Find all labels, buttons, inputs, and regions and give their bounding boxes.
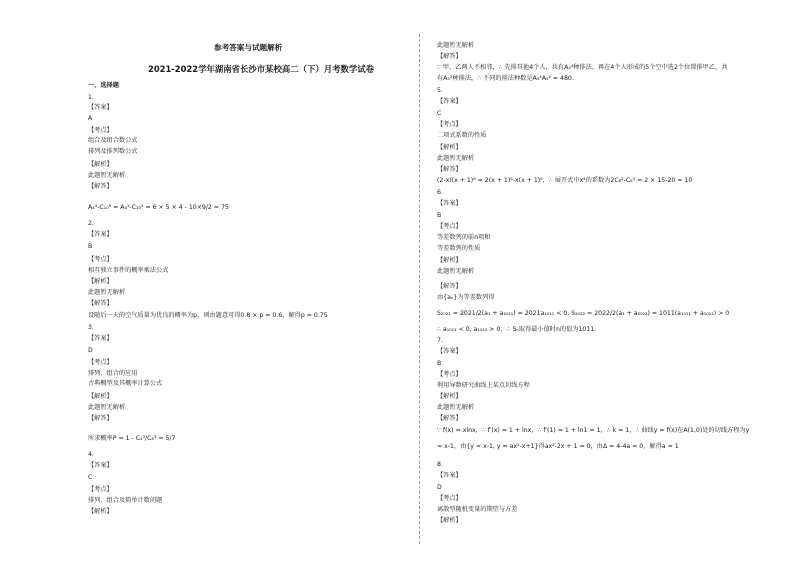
text-line: 【答案】 — [88, 104, 113, 111]
text-line: 此题暂无解析 — [437, 404, 475, 411]
text-line: 组合及组合数公式 — [88, 137, 138, 144]
text-line: 【解答】 — [88, 183, 113, 190]
text-line: 【考点】 — [437, 371, 462, 378]
text-line: 【解答】 — [437, 283, 462, 290]
text-line: S₂₀₂₁ = 2021/2(a₁ + a₂₀₂₁) = 2021a₁₀₁₁ < 0, S₂₀₂₂ = 2022/2(a₁ + a₂₀₂₂) = 1011(a₁₀₁₁ + a₁₀₁₂) > 0 — [437, 310, 730, 317]
text-line: 此题暂无解析 — [437, 268, 475, 275]
text-line: 3. — [88, 324, 94, 331]
text-line: 【解析】 — [437, 393, 462, 400]
text-line: 此题暂无解析 — [88, 404, 126, 411]
text-line: 7. — [437, 337, 443, 344]
text-line: 【解答】 — [88, 415, 113, 422]
text-line: 【解析】 — [88, 161, 113, 168]
text-line: 【解析】 — [437, 144, 462, 151]
text-line: ∴ a₁₀₁₁ < 0, a₁₀₁₂ > 0，∴ Sₙ取得最小值时n的值为1011. — [437, 326, 597, 333]
text-line: B — [88, 243, 93, 250]
text-line: B — [437, 360, 442, 367]
text-line: 【答案】 — [88, 462, 113, 469]
text-line: 【解析】 — [88, 278, 113, 285]
text-line: 二项式系数的性质 — [437, 132, 487, 139]
text-line: 【解答】 — [437, 415, 462, 422]
text-line: 此题暂无解析 — [88, 289, 126, 296]
text-line: 【答案】 — [88, 231, 113, 238]
text-line: 【考点】 — [88, 127, 113, 134]
text-line: 【解析】 — [88, 393, 113, 400]
text-line: 【答案】 — [88, 335, 113, 342]
text-line: ∵ f(x) = xlnx，∴ f′(x) = 1 + lnx，∴ f′(1) = 1 + ln1 = 1，∴ k = 1，∴ 曲线y = f(x)在A(1,0)处的切线方程为y — [437, 427, 750, 434]
document-title: 参考答案与试题解析 — [214, 43, 283, 52]
text-line: 【答案】 — [437, 98, 462, 105]
text-line: 【解答】 — [88, 300, 113, 307]
text-line: 排列及排列数公式 — [88, 148, 138, 155]
text-line: D — [88, 347, 93, 354]
text-line: 【答案】 — [437, 472, 462, 479]
text-line: 由{aₙ}为等差数列得 — [437, 294, 495, 301]
text-line: C — [88, 474, 93, 481]
text-line: 设随后一天的空气质量为优良的概率为p，则由题意可得0.8 × p = 0.6，解得p = 0.75 — [88, 312, 328, 319]
text-line: 6. — [437, 189, 443, 196]
text-line: 8. — [437, 461, 443, 468]
text-line: 【考点】 — [437, 495, 462, 502]
text-line: 古典概型及其概率计算公式 — [88, 380, 163, 387]
text-line: 排列、组合的应用 — [88, 370, 138, 377]
text-line: 【解答】 — [437, 166, 462, 173]
text-line: 等差数列的性质 — [437, 245, 481, 252]
text-line: 【解析】 — [88, 508, 113, 515]
text-line: (2-x)(x + 1)⁶ = 2(x + 1)⁶-x(x + 1)⁶，∴ 展开式中x⁴的系数为2C₆²-C₆³ = 2 × 15-20 = 10 — [437, 177, 693, 184]
text-line: 相互独立事件的概率乘法公式 — [88, 267, 169, 274]
text-line: 等差数列的前n项和 — [437, 234, 491, 241]
text-line: C — [437, 110, 442, 117]
exam-title: 2021-2022学年湖南省长沙市某校高二（下）月考数学试卷 — [148, 64, 374, 74]
text-line: 有A₅²种排法，∴ 不同的排法种数是A₄⁴A₅² = 480. — [437, 75, 574, 82]
text-line: 此题暂无解析 — [437, 155, 475, 162]
text-line: 排列、组合及简单计数问题 — [88, 497, 163, 504]
text-line: A — [88, 115, 93, 122]
text-line: 【解答】 — [437, 53, 462, 60]
text-line: A₄³-C₁₀⁹ = A₄³-C₁₀¹ = 6 × 5 × 4 - 10×9/2 = 75 — [88, 204, 229, 211]
text-line: 【考点】 — [88, 486, 113, 493]
text-line: 4. — [88, 451, 94, 458]
text-line: 5. — [437, 87, 443, 94]
section-heading: 一、选择题 — [88, 82, 119, 89]
text-line: 【解析】 — [437, 257, 462, 264]
text-line: 利用导数研究曲线上某点切线方程 — [437, 382, 530, 389]
text-line: 所求概率P = 1 - C₃³/C₆³ = 5/7 — [88, 435, 176, 442]
text-line: 此题暂无解析 — [88, 172, 126, 179]
text-line: 1. — [88, 94, 94, 101]
text-line: 【考点】 — [437, 223, 462, 230]
text-line: 【考点】 — [88, 256, 113, 263]
text-line: 2. — [88, 220, 94, 227]
text-line: 离散型随机变量的期望与方差 — [437, 506, 518, 513]
text-line: ∵ 甲、乙两人不相邻，∴ 先排其他4个人，共有A₄⁴种排法，再在4个人形成的5个空中选2个位置排甲乙，共 — [437, 64, 728, 71]
text-line: 【考点】 — [88, 359, 113, 366]
text-line: 【考点】 — [437, 121, 462, 128]
text-line: 此题暂无解析 — [437, 42, 475, 49]
text-line: 【答案】 — [437, 200, 462, 207]
text-line: B — [437, 212, 442, 219]
text-line: D — [437, 484, 442, 491]
text-line: 【解析】 — [437, 517, 462, 524]
column-divider — [419, 34, 420, 544]
text-line: = x-1，由{y = x-1, y = ax²-x+1}得ax²-2x + 1 = 0，由Δ = 4-4a = 0，解得a = 1 — [437, 443, 679, 450]
text-line: 【答案】 — [437, 348, 462, 355]
